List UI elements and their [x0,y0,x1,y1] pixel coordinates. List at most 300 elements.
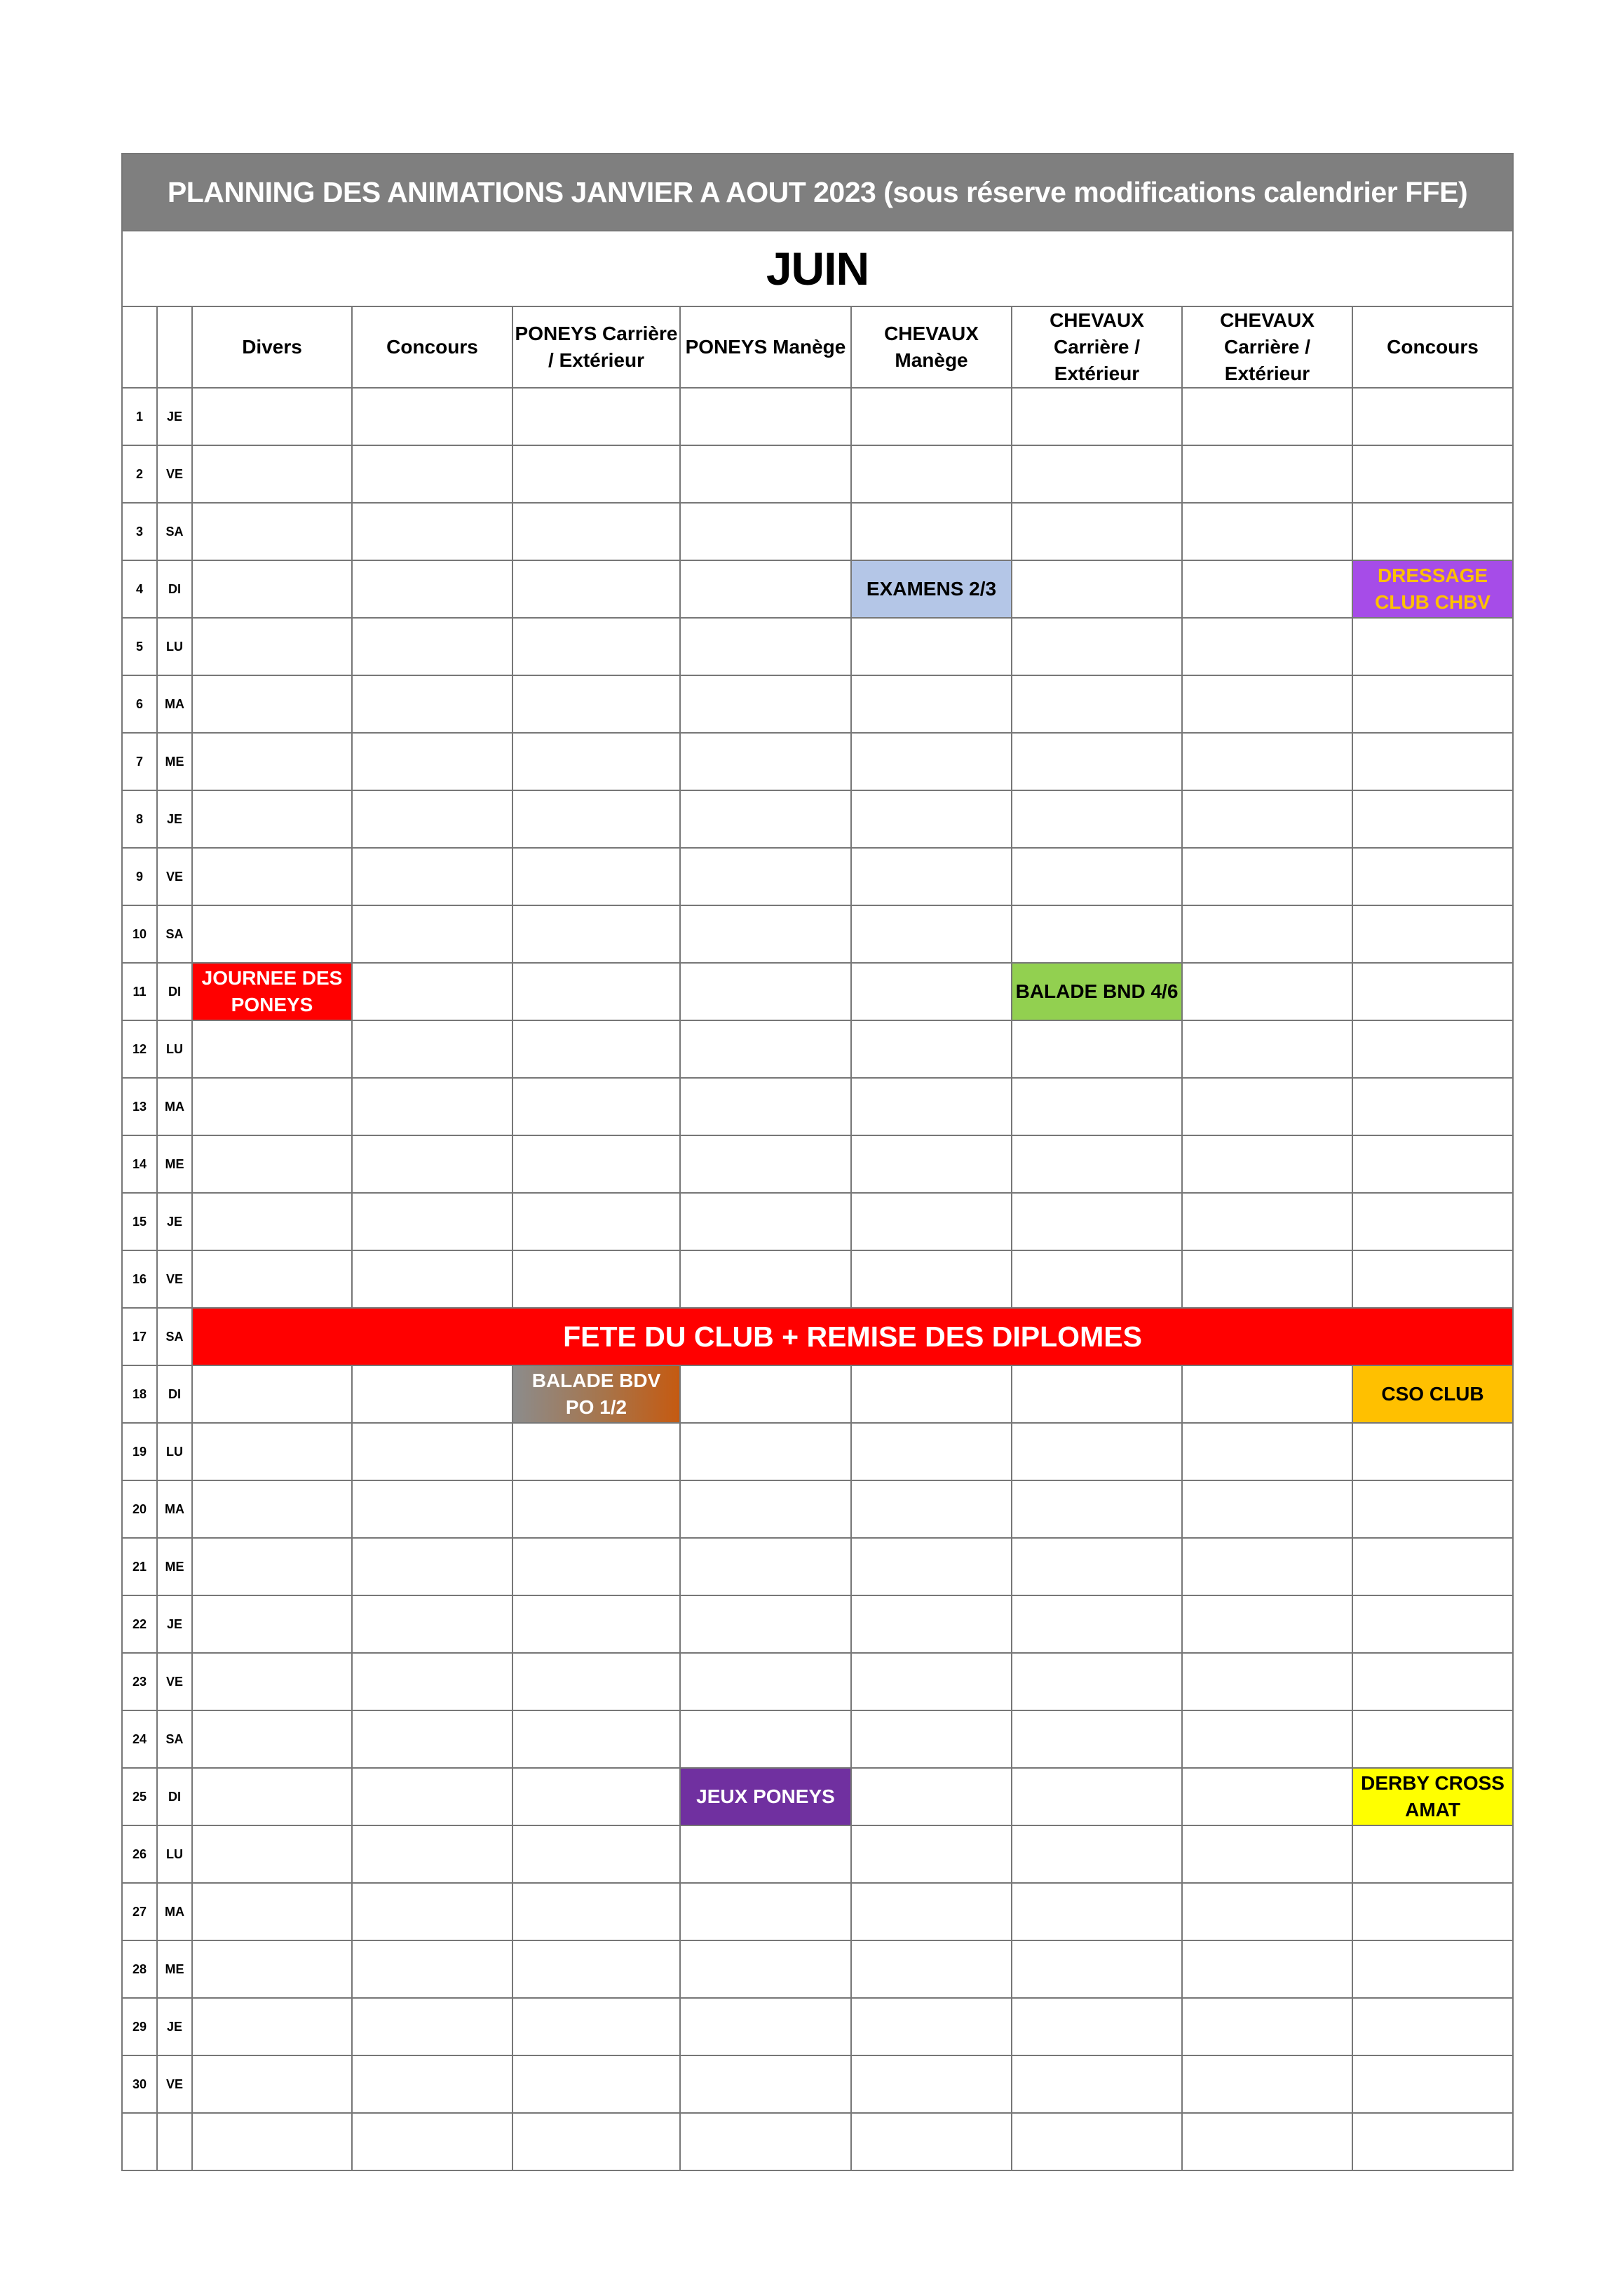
empty-cell [192,1193,352,1250]
day-row [122,1423,1513,1480]
empty-cell [851,1135,1012,1193]
day-of-week: SA [157,905,192,963]
empty-cell [1182,1538,1352,1595]
event-cell: DRESSAGE CLUB CHBV [1352,560,1513,618]
day-row [122,848,1513,905]
empty-cell [1182,1595,1352,1653]
empty-cell [1012,1193,1182,1250]
empty-cell [680,388,851,445]
empty-cell [1012,1883,1182,1940]
empty-cell [1352,1595,1513,1653]
empty-cell [1352,1883,1513,1940]
day-number: 13 [122,1078,157,1135]
empty-cell [1012,2113,1182,2170]
empty-cell [192,905,352,963]
empty-cell [680,618,851,675]
event-cell: EXAMENS 2/3 [851,560,1012,618]
empty-cell [1012,1998,1182,2055]
empty-cell [352,1020,512,1078]
event-cell: CSO CLUB [1352,1365,1513,1423]
day-row [122,1883,1513,1940]
empty-cell [192,1538,352,1595]
empty-cell [680,790,851,848]
day-number: 10 [122,905,157,963]
day-row [122,1998,1513,2055]
day-of-week: ME [157,733,192,790]
column-header: Divers [192,306,352,388]
empty-cell [851,503,1012,560]
empty-cell [1182,1710,1352,1768]
day-of-week: DI [157,560,192,618]
empty-cell [512,503,680,560]
empty-cell [512,1653,680,1710]
empty-cell [192,675,352,733]
column-header: CHEVAUX Carrière / Extérieur [1182,306,1352,388]
empty-cell [352,560,512,618]
empty-cell [1012,388,1182,445]
empty-cell [1352,1998,1513,2055]
empty-cell [1012,1423,1182,1480]
empty-cell [1352,963,1513,1020]
empty-cell [851,1653,1012,1710]
empty-cell [512,618,680,675]
empty-cell [851,1883,1012,1940]
empty-cell [1352,618,1513,675]
empty-cell [192,1135,352,1193]
empty-cell [1182,1653,1352,1710]
day-row [122,1135,1513,1193]
day-of-week: LU [157,1825,192,1883]
empty-cell [512,1998,680,2055]
empty-cell [1182,445,1352,503]
empty-cell [680,1078,851,1135]
day-number: 9 [122,848,157,905]
empty-row [122,2113,1513,2170]
day-row [122,733,1513,790]
empty-cell [1012,1480,1182,1538]
empty-cell [352,445,512,503]
event-cell: BALADE BND 4/6 [1012,963,1182,1020]
empty-cell [352,2113,512,2170]
empty-cell [1352,790,1513,848]
empty-cell [680,1595,851,1653]
day-of-week: LU [157,1020,192,1078]
empty-cell [680,905,851,963]
empty-cell [1012,675,1182,733]
day-of-week: JE [157,790,192,848]
empty-cell [680,1250,851,1308]
day-number: 29 [122,1998,157,2055]
empty-cell [512,963,680,1020]
empty-cell [192,388,352,445]
empty-cell [192,1768,352,1825]
empty-cell [680,560,851,618]
empty-cell [851,1595,1012,1653]
empty-cell [352,2055,512,2113]
empty-cell [192,1595,352,1653]
day-number: 24 [122,1710,157,1768]
empty-cell [680,963,851,1020]
empty-cell [352,1135,512,1193]
day-row [122,1078,1513,1135]
empty-cell [851,790,1012,848]
event-cell: JEUX PONEYS [680,1768,851,1825]
empty-cell [680,2055,851,2113]
empty-cell [512,1193,680,1250]
empty-cell [680,2113,851,2170]
day-row [122,388,1513,445]
month-title: JUIN [122,231,1513,306]
empty-cell [1352,2055,1513,2113]
empty-cell [352,1423,512,1480]
day-number: 21 [122,1538,157,1595]
empty-cell [1352,1653,1513,1710]
empty-cell [851,733,1012,790]
day-number: 8 [122,790,157,848]
empty-cell [352,618,512,675]
day-row [122,1308,1513,1365]
empty-cell [512,733,680,790]
day-row [122,790,1513,848]
day-number: 28 [122,1940,157,1998]
empty-cell [512,790,680,848]
day-row [122,2055,1513,2113]
empty-cell [680,1365,851,1423]
empty-cell [1012,1078,1182,1135]
empty-cell [1352,1825,1513,1883]
empty-cell [512,2055,680,2113]
empty-cell [512,905,680,963]
event-cell: DERBY CROSS AMAT [1352,1768,1513,1825]
day-number: 7 [122,733,157,790]
day-of-week: DI [157,1365,192,1423]
empty-cell [1352,388,1513,445]
empty-cell [1012,1595,1182,1653]
empty-cell [192,1998,352,2055]
empty-cell [192,2055,352,2113]
day-number: 17 [122,1308,157,1365]
empty-cell [512,1825,680,1883]
empty-cell [680,733,851,790]
empty-cell [1182,1078,1352,1135]
empty-cell [1182,1193,1352,1250]
empty-cell [1182,848,1352,905]
empty-cell [192,618,352,675]
day-of-week: ME [157,1538,192,1595]
empty-cell [512,1940,680,1998]
day-row [122,1365,1513,1423]
empty-cell [512,1768,680,1825]
day-of-week: MA [157,1078,192,1135]
empty-cell [1352,1078,1513,1135]
empty-cell [1182,1365,1352,1423]
empty-cell [1182,963,1352,1020]
empty-cell [192,560,352,618]
empty-cell [352,733,512,790]
empty-cell [512,1710,680,1768]
empty-cell [192,848,352,905]
empty-cell [1012,1768,1182,1825]
day-number: 11 [122,963,157,1020]
empty-cell [352,1078,512,1135]
empty-cell [851,1940,1012,1998]
day-number: 22 [122,1595,157,1653]
day-row [122,963,1513,1020]
empty-cell [352,1480,512,1538]
empty-cell [1012,848,1182,905]
empty-cell [680,445,851,503]
empty-cell [1012,445,1182,503]
empty-cell [851,1768,1012,1825]
empty-cell [1352,1193,1513,1250]
empty-cell [1352,1020,1513,1078]
empty-cell [1012,560,1182,618]
empty-cell [192,1653,352,1710]
empty-cell [192,1423,352,1480]
empty-cell [1352,1135,1513,1193]
empty-cell [680,1825,851,1883]
empty-cell [1182,1480,1352,1538]
empty-cell [680,1998,851,2055]
empty-cell [512,445,680,503]
empty-cell [1012,1250,1182,1308]
day-of-week: MA [157,1883,192,1940]
empty-cell [1012,1653,1182,1710]
empty-cell [352,790,512,848]
day-number: 1 [122,388,157,445]
empty-cell [352,1710,512,1768]
empty-cell [851,1078,1012,1135]
empty-cell [851,1538,1012,1595]
empty-cell [1352,1710,1513,1768]
empty-cell [1012,503,1182,560]
empty-cell [1182,1135,1352,1193]
empty-cell [352,388,512,445]
empty-cell [512,1020,680,1078]
day-row [122,445,1513,503]
day-row [122,1710,1513,1768]
empty-cell [1182,733,1352,790]
empty-cell [851,1250,1012,1308]
empty-cell [1352,848,1513,905]
day-row [122,905,1513,963]
empty-cell [680,1940,851,1998]
planning-sheet [121,153,1512,2171]
day-row [122,1595,1513,1653]
empty-cell [680,1538,851,1595]
empty-cell [680,1710,851,1768]
empty-cell [192,1078,352,1135]
empty-cell [680,1135,851,1193]
empty-cell [352,1365,512,1423]
empty-cell [1352,1480,1513,1538]
empty-cell [122,2113,157,2170]
empty-cell [352,1193,512,1250]
empty-cell [512,1078,680,1135]
empty-cell [512,1883,680,1940]
day-number: 25 [122,1768,157,1825]
empty-cell [192,1480,352,1538]
empty-cell [512,848,680,905]
empty-cell [680,1423,851,1480]
empty-cell [680,1653,851,1710]
day-row [122,1768,1513,1825]
day-of-week: VE [157,848,192,905]
empty-cell [680,1480,851,1538]
day-of-week: LU [157,1423,192,1480]
empty-cell [1352,733,1513,790]
empty-cell [352,1825,512,1883]
column-header: CHEVAUX Carrière / Extérieur [1012,306,1182,388]
empty-cell [851,1020,1012,1078]
empty-cell [1012,790,1182,848]
day-number: 19 [122,1423,157,1480]
event-cell: JOURNEE DES PONEYS [192,963,352,1020]
day-of-week: SA [157,1308,192,1365]
empty-cell [1182,1883,1352,1940]
empty-cell [1352,2113,1513,2170]
day-row [122,1538,1513,1595]
empty-cell [512,560,680,618]
day-of-week: MA [157,1480,192,1538]
day-number: 18 [122,1365,157,1423]
empty-cell [352,848,512,905]
empty-cell [1012,1020,1182,1078]
planning-table [121,153,1514,2171]
day-number: 14 [122,1135,157,1193]
empty-cell [1182,503,1352,560]
day-of-week: JE [157,1998,192,2055]
empty-cell [1352,1250,1513,1308]
day-number: 12 [122,1020,157,1078]
day-row [122,1020,1513,1078]
empty-cell [512,1595,680,1653]
empty-cell [1182,1020,1352,1078]
page-title: PLANNING DES ANIMATIONS JANVIER A AOUT 2023 (sous réserve modifications calendrier FFE) [122,154,1513,231]
empty-cell [157,2113,192,2170]
empty-cell [851,2113,1012,2170]
empty-cell [192,733,352,790]
empty-cell [851,675,1012,733]
day-of-week: SA [157,1710,192,1768]
empty-cell [1012,1135,1182,1193]
day-row [122,618,1513,675]
empty-cell [1012,1538,1182,1595]
event-banner: FETE DU CLUB + REMISE DES DIPLOMES [192,1308,1513,1365]
empty-cell [512,388,680,445]
empty-cell [680,1883,851,1940]
empty-cell [512,1480,680,1538]
column-header: Concours [1352,306,1513,388]
empty-cell [1182,1250,1352,1308]
empty-cell [1182,1940,1352,1998]
empty-cell [192,1883,352,1940]
empty-cell [192,1365,352,1423]
day-of-week: JE [157,1193,192,1250]
day-number: 27 [122,1883,157,1940]
empty-cell [192,1710,352,1768]
empty-cell [192,2113,352,2170]
day-of-week: DI [157,963,192,1020]
day-of-week: DI [157,1768,192,1825]
day-number: 2 [122,445,157,503]
day-of-week: MA [157,675,192,733]
empty-cell [352,675,512,733]
day-of-week: VE [157,2055,192,2113]
empty-cell [1012,1940,1182,1998]
empty-cell [352,503,512,560]
day-row [122,1940,1513,1998]
empty-cell [851,1423,1012,1480]
empty-cell [1182,675,1352,733]
empty-cell [352,1768,512,1825]
day-number: 26 [122,1825,157,1883]
empty-cell [680,848,851,905]
empty-cell [680,1020,851,1078]
empty-cell [1352,905,1513,963]
day-row [122,675,1513,733]
day-of-week: LU [157,618,192,675]
empty-cell [1012,1365,1182,1423]
day-number: 6 [122,675,157,733]
empty-cell [512,675,680,733]
empty-cell [851,905,1012,963]
empty-cell [1012,1825,1182,1883]
empty-cell [851,1480,1012,1538]
empty-cell [851,848,1012,905]
column-header: CHEVAUX Manège [851,306,1012,388]
day-of-week: JE [157,1595,192,1653]
empty-cell [352,1998,512,2055]
empty-cell [851,1710,1012,1768]
day-of-week: JE [157,388,192,445]
day-number: 30 [122,2055,157,2113]
day-number: 20 [122,1480,157,1538]
day-of-week: ME [157,1135,192,1193]
empty-cell [512,1250,680,1308]
empty-cell [1182,2055,1352,2113]
day-number: 3 [122,503,157,560]
empty-cell [1182,2113,1352,2170]
empty-cell [851,1998,1012,2055]
empty-cell [352,1653,512,1710]
empty-cell [851,1825,1012,1883]
column-header: Concours [352,306,512,388]
empty-cell [1012,905,1182,963]
empty-cell [1012,733,1182,790]
empty-cell [1352,503,1513,560]
day-of-week: VE [157,1653,192,1710]
empty-cell [1012,618,1182,675]
day-number: 5 [122,618,157,675]
empty-cell [1352,1538,1513,1595]
empty-cell [1182,1768,1352,1825]
day-number: 23 [122,1653,157,1710]
day-row [122,1480,1513,1538]
empty-cell [851,2055,1012,2113]
empty-cell [512,1538,680,1595]
empty-cell [1352,445,1513,503]
empty-cell [192,1825,352,1883]
empty-cell [352,1940,512,1998]
empty-cell [1012,1710,1182,1768]
column-header: PONEYS Manège [680,306,851,388]
day-of-week: SA [157,503,192,560]
empty-cell [851,388,1012,445]
empty-cell [352,1595,512,1653]
empty-cell [1182,560,1352,618]
day-of-week: VE [157,1250,192,1308]
